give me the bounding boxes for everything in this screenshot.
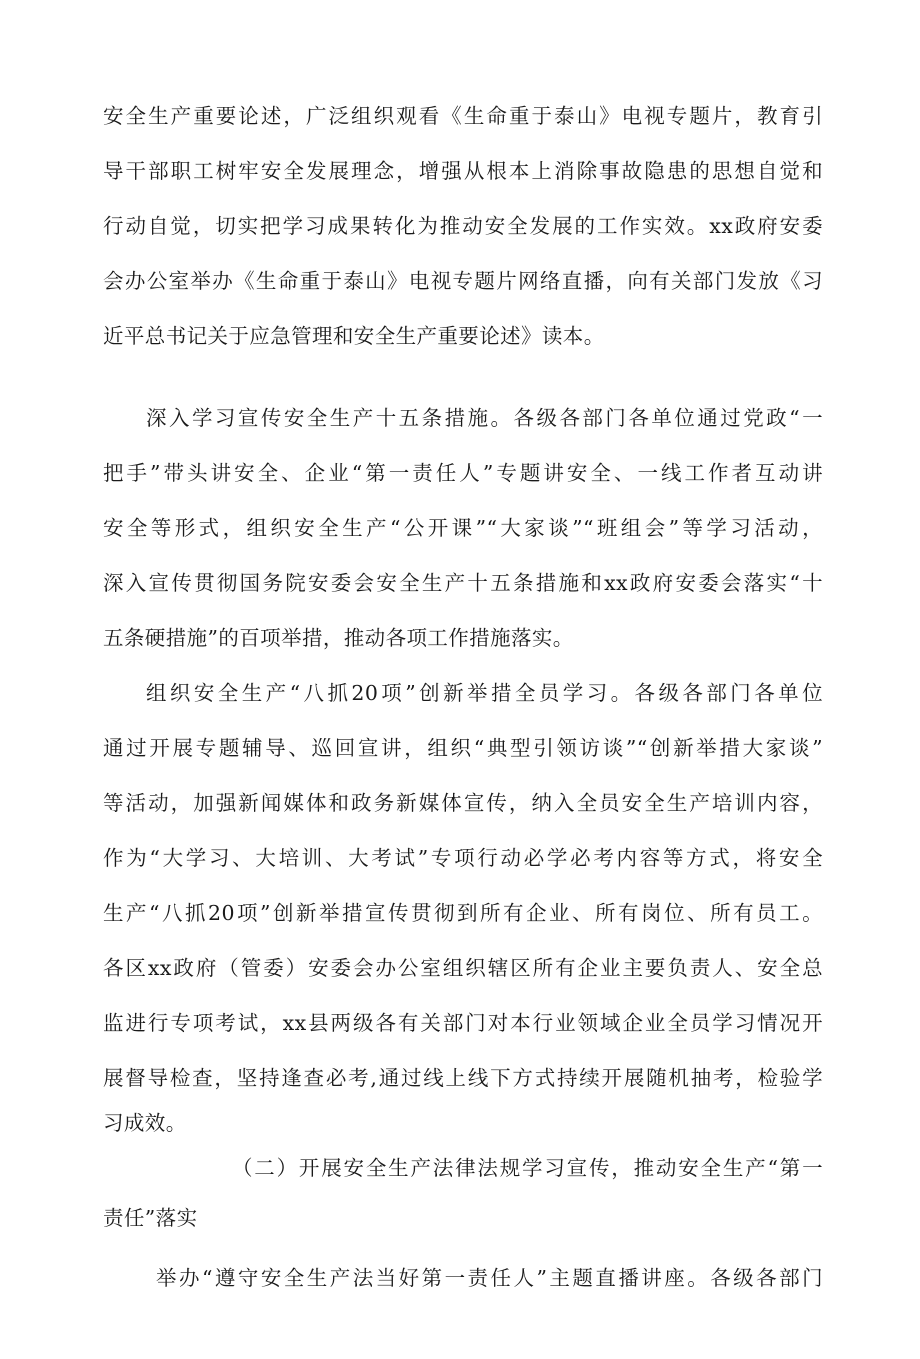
text-line: 五条硬措施”的百项举措，推动各项工作措施落实。 [103, 626, 574, 650]
paragraph-first-line: 组织安全生产“八抓20项”创新举措全员学习。各级各部门各单位 [146, 681, 823, 705]
section-heading-continuation: 责任”落实 [103, 1206, 198, 1230]
text-line: 会办公室举办《生命重于泰山》电视专题片网络直播，向有关部门发放《习 [103, 269, 823, 293]
paragraph-first-line: 举办“遵守安全生产法当好第一责任人”主题直播讲座。各级各部门 [156, 1266, 823, 1290]
text-line: 行动自觉，切实把学习成果转化为推动安全发展的工作实效。xx政府安委 [103, 214, 823, 238]
text-line: 监进行专项考试，xx县两级各有关部门对本行业领域企业全员学习情况开 [103, 1011, 823, 1035]
text-line: 近平总书记关于应急管理和安全生产重要论述》读本。 [103, 324, 605, 348]
text-line: 展督导检查，坚持逢查必考,通过线上线下方式持续开展随机抽考，检验学 [103, 1066, 823, 1090]
text-line: 作为“大学习、大培训、大考试”专项行动必学必考内容等方式，将安全 [103, 846, 823, 870]
text-line: 各区xx政府（管委）安委会办公室组织辖区所有企业主要负责人、安全总 [103, 956, 823, 980]
text-line: 习成效。 [103, 1111, 187, 1135]
text-line: 等活动，加强新闻媒体和政务新媒体宣传，纳入全员安全生产培训内容， [103, 791, 823, 815]
text-line: 生产“八抓20项”创新举措宣传贯彻到所有企业、所有岗位、所有员工。 [103, 901, 823, 925]
text-line: 导干部职工树牢安全发展理念，增强从根本上消除事故隐患的思想自觉和 [103, 159, 823, 183]
paragraph-first-line: 深入学习宣传安全生产十五条措施。各级各部门各单位通过党政“一 [146, 406, 823, 430]
text-line: 通过开展专题辅导、巡回宣讲，组织“典型引领访谈”“创新举措大家谈” [103, 736, 823, 760]
section-heading: （二）开展安全生产法律法规学习宣传，推动安全生产“第一 [232, 1156, 823, 1180]
text-line: 安全等形式，组织安全生产“公开课”“大家谈”“班组会”等学习活动， [103, 516, 823, 540]
text-line: 安全生产重要论述，广泛组织观看《生命重于泰山》电视专题片，教育引 [103, 104, 823, 128]
text-line: 把手”带头讲安全、企业“第一责任人”专题讲安全、一线工作者互动讲 [103, 461, 823, 485]
text-line: 深入宣传贯彻国务院安委会安全生产十五条措施和xx政府安委会落实“十 [103, 571, 823, 595]
